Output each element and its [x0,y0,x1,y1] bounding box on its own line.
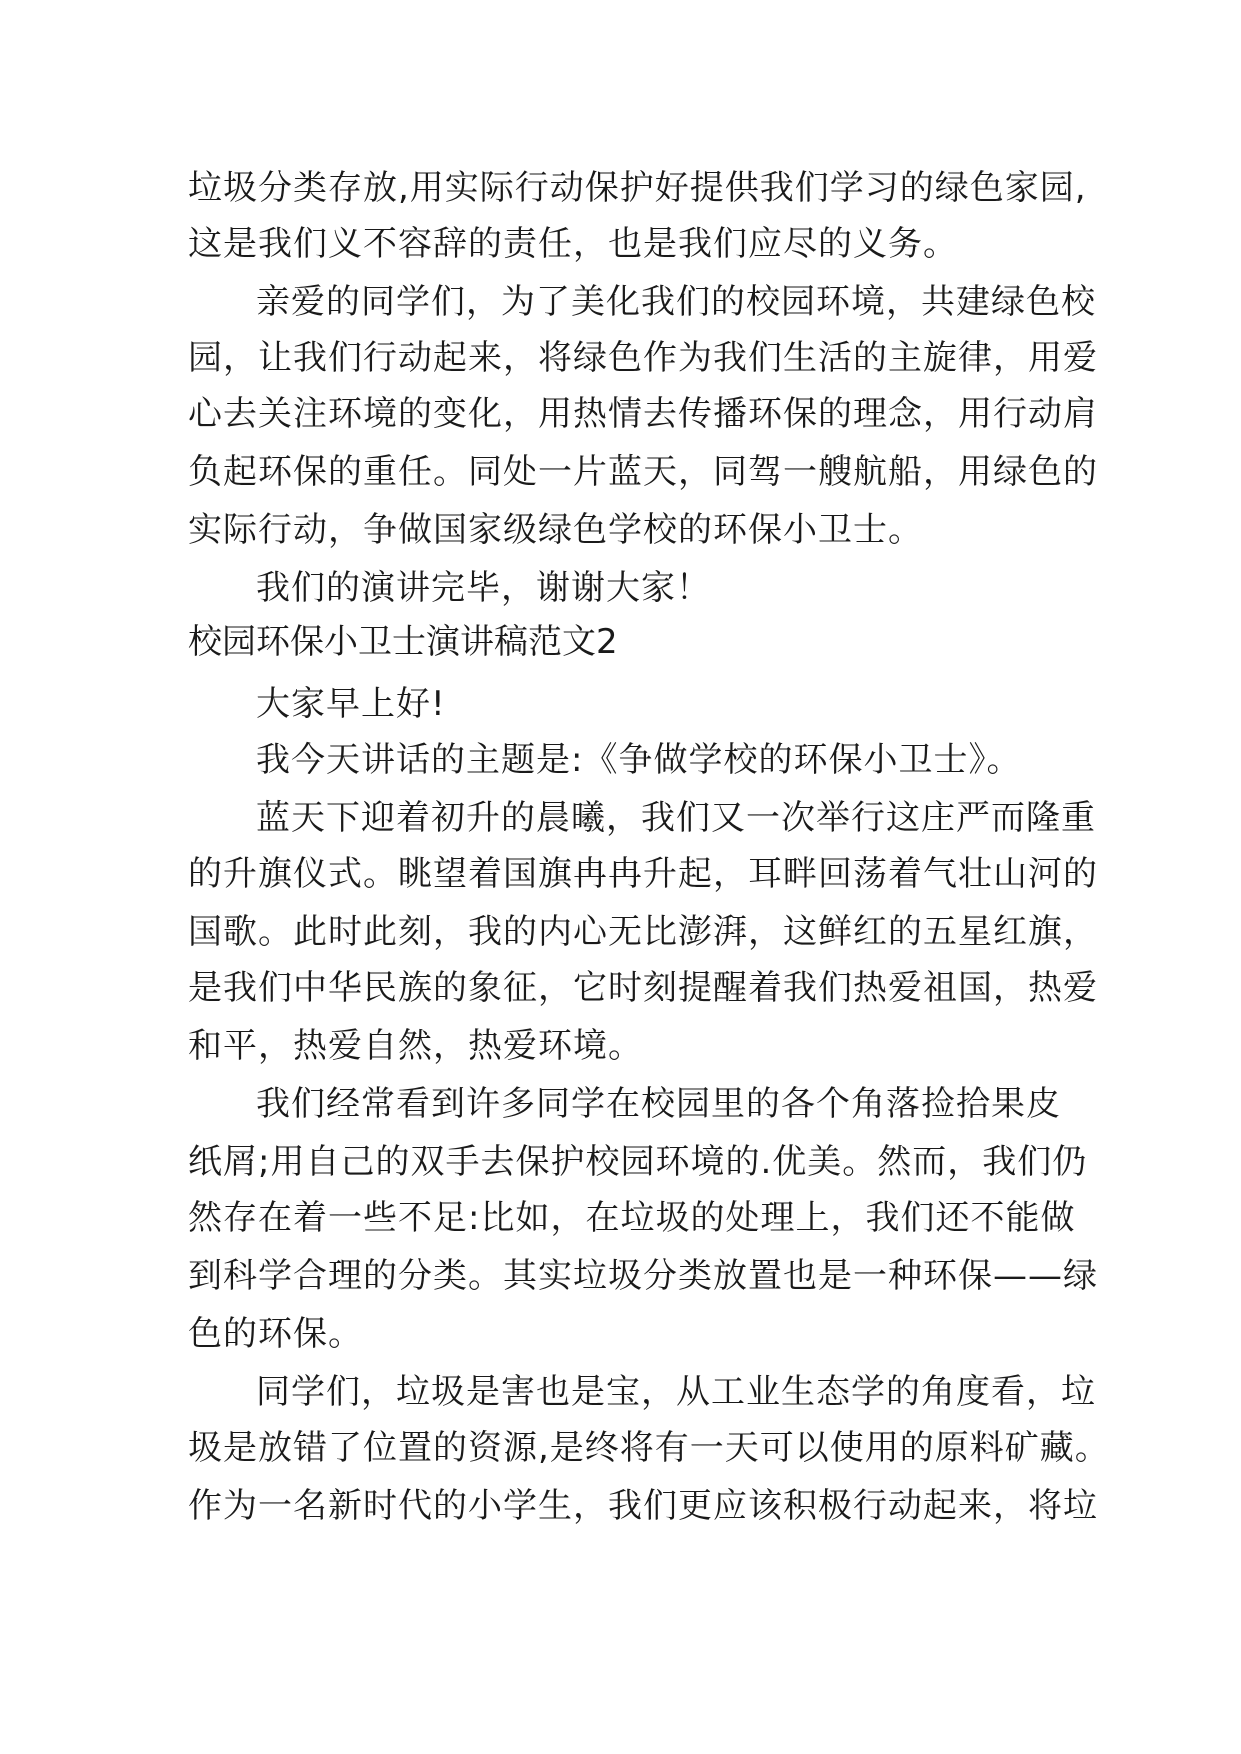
paragraph-start: 同学们，垃圾是害也是宝，从工业生态学的角度看，垃 [256,1372,1096,1412]
text-line: 和平，热爱自然，热爱环境。 [188,1026,643,1066]
text-line: 是我们中华民族的象征，它时刻提醒着我们热爱祖国，热爱 [188,968,1098,1008]
paragraph-start: 我们经常看到许多同学在校园里的各个角落捡拾果皮 [256,1084,1061,1124]
paragraph-start: 我们的演讲完毕，谢谢大家！ [256,568,711,608]
text-line: 然存在着一些不足:比如，在垃圾的处理上，我们还不能做 [188,1198,1076,1238]
paragraph-start: 亲爱的同学们，为了美化我们的校园环境，共建绿色校 [256,282,1096,322]
text-line: 国歌。此时此刻，我的内心无比澎湃，这鲜红的五星红旗， [188,912,1098,952]
text-line: 的升旗仪式。眺望着国旗冉冉升起，耳畔回荡着气壮山河的 [188,854,1098,894]
text-line: 到科学合理的分类。其实垃圾分类放置也是一种环保——绿 [188,1256,1098,1296]
text-line: 纸屑;用自己的双手去保护校园环境的.优美。然而，我们仍 [188,1142,1088,1182]
text-line: 负起环保的重任。同处一片蓝天，同驾一艘航船，用绿色的 [188,452,1098,492]
text-line: 实际行动，争做国家级绿色学校的环保小卫士。 [188,510,923,550]
text-line: 这是我们义不容辞的责任，也是我们应尽的义务。 [188,224,958,264]
text-line: 垃圾分类存放,用实际行动保护好提供我们学习的绿色家园, [188,168,1087,208]
text-line: 圾是放错了位置的资源,是终将有一天可以使用的原料矿藏。 [188,1428,1110,1468]
text-line: 作为一名新时代的小学生，我们更应该积极行动起来，将垃 [188,1486,1098,1526]
paragraph-start: 大家早上好! [256,684,446,724]
text-line: 心去关注环境的变化，用热情去传播环保的理念，用行动肩 [188,394,1098,434]
paragraph-start: 蓝天下迎着初升的晨曦，我们又一次举行这庄严而隆重 [256,798,1096,838]
text-line: 色的环保。 [188,1314,363,1354]
section-title: 校园环保小卫士演讲稿范文2 [188,622,618,662]
text-line: 园，让我们行动起来，将绿色作为我们生活的主旋律，用爱 [188,338,1098,378]
paragraph-start: 我今天讲话的主题是:《争做学校的环保小卫士》。 [256,740,1022,780]
